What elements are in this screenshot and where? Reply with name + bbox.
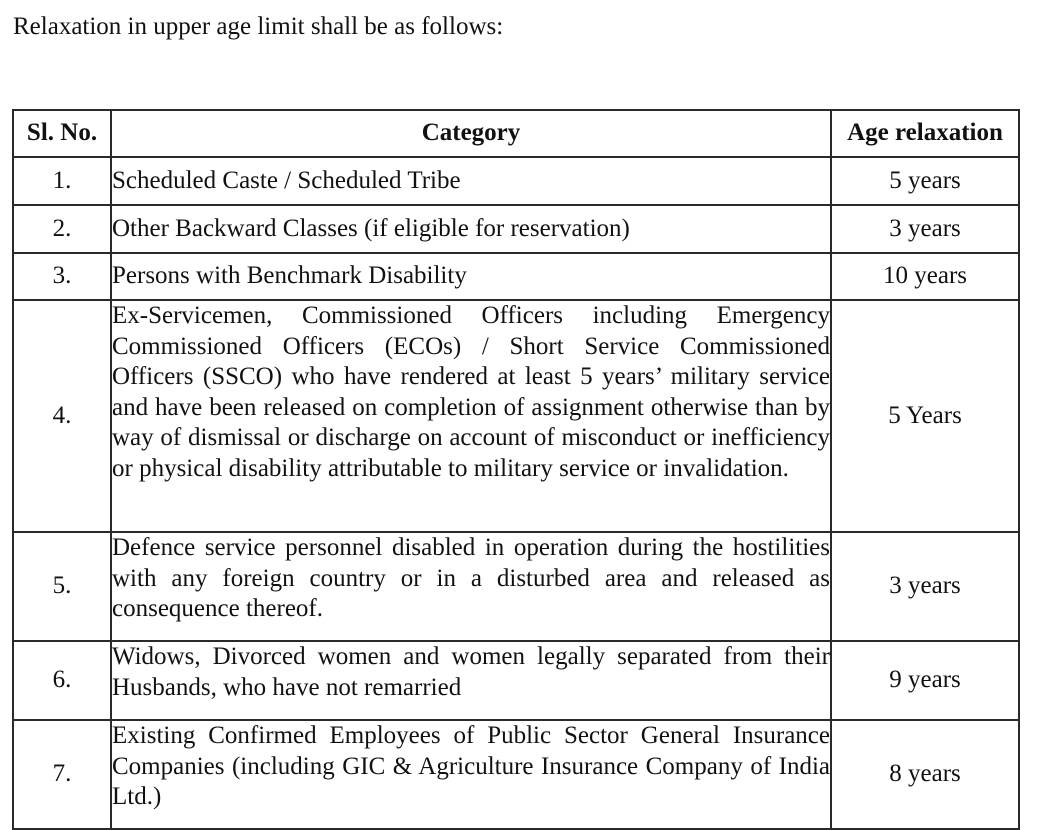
cell-category: Persons with Benchmark Disability bbox=[111, 253, 831, 300]
header-category: Category bbox=[111, 110, 831, 157]
cell-age-relaxation: 5 Years bbox=[831, 300, 1019, 532]
table-row bbox=[13, 720, 1019, 829]
header-age-relaxation: Age relaxation bbox=[831, 110, 1019, 157]
cell-category: Defence service personnel disabled in operation during the hostilities with any foreign country or in a disturbed area and released as consequence thereof. bbox=[111, 532, 831, 641]
cell-age-relaxation: 8 years bbox=[831, 720, 1019, 829]
cell-category: Other Backward Classes (if eligible for reservation) bbox=[111, 205, 831, 253]
cell-category: Widows, Divorced women and women legally separated from their Husbands, who have not remarried bbox=[111, 641, 831, 720]
cell-sl-no: 2. bbox=[13, 205, 111, 253]
table-row bbox=[13, 205, 1019, 253]
table-row bbox=[13, 532, 1019, 641]
intro-text: Relaxation in upper age limit shall be as follows: bbox=[13, 13, 504, 40]
cell-age-relaxation: 3 years bbox=[831, 205, 1019, 253]
cell-sl-no: 6. bbox=[13, 641, 111, 720]
cell-category: Ex-Servicemen, Commissioned Officers including Emergency Commissioned Officers (ECOs) / Short Service Commissioned Officers (SSCO) who have rendered at least 5 years’ military service and have been released on completion of assignment otherwise than by way of dismissal or discharge on account of misconduct or inefficiency or physical disability attributable to military service or invalidation. bbox=[111, 300, 831, 532]
cell-age-relaxation: 3 years bbox=[831, 532, 1019, 641]
header-sl-no: Sl. No. bbox=[13, 110, 111, 157]
cell-sl-no: 4. bbox=[13, 300, 111, 532]
cell-sl-no: 5. bbox=[13, 532, 111, 641]
cell-sl-no: 3. bbox=[13, 253, 111, 300]
table-row bbox=[13, 157, 1019, 205]
cell-age-relaxation: 5 years bbox=[831, 157, 1019, 205]
cell-category: Scheduled Caste / Scheduled Tribe bbox=[111, 157, 831, 205]
cell-age-relaxation: 9 years bbox=[831, 641, 1019, 720]
table-header-row bbox=[13, 110, 1019, 157]
age-relaxation-table bbox=[12, 109, 1020, 830]
table-row bbox=[13, 300, 1019, 532]
cell-category: Existing Confirmed Employees of Public Sector General Insurance Companies (including GIC & Agriculture Insurance Company of India Ltd.) bbox=[111, 720, 831, 829]
cell-sl-no: 1. bbox=[13, 157, 111, 205]
table-row bbox=[13, 253, 1019, 300]
cell-sl-no: 7. bbox=[13, 720, 111, 829]
cell-age-relaxation: 10 years bbox=[831, 253, 1019, 300]
table-row bbox=[13, 641, 1019, 720]
